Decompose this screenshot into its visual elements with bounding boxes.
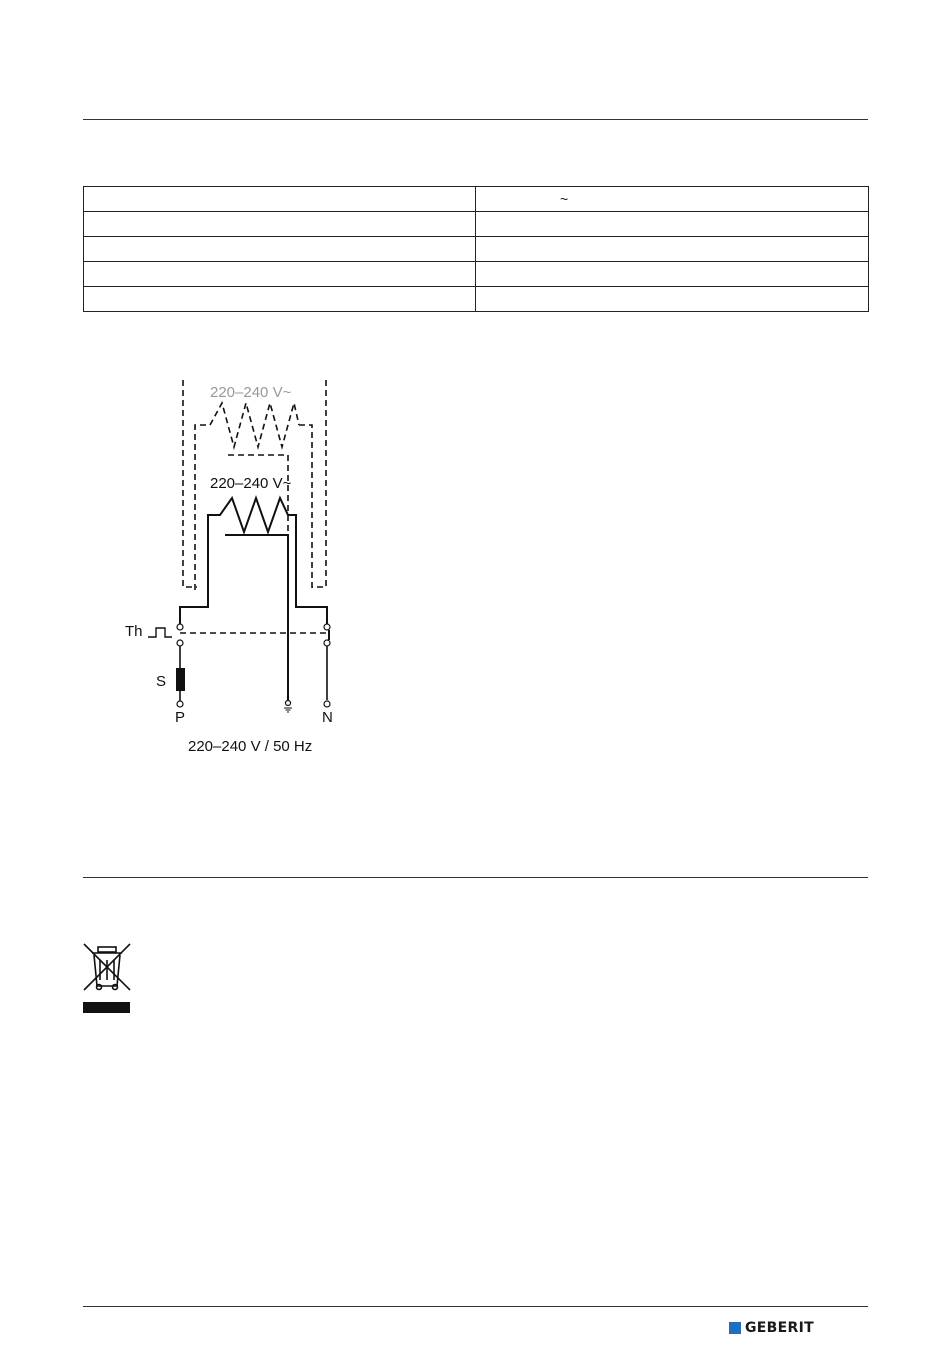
- table-cell: [84, 262, 476, 287]
- table-cell: [84, 187, 476, 212]
- table-cell: [84, 287, 476, 312]
- thermostat-symbol: [148, 628, 172, 637]
- table-row: [84, 237, 869, 262]
- label-n: N: [322, 709, 333, 726]
- upper-voltage-label: 220–240 V~: [210, 384, 292, 401]
- table-cell: [476, 212, 869, 237]
- table-cell: [476, 237, 869, 262]
- spec-table: [83, 186, 869, 312]
- geberit-logo: [729, 1320, 814, 1336]
- fuse-s: [176, 668, 185, 691]
- table-cell: [476, 187, 869, 212]
- ground-icon: [284, 708, 292, 712]
- wiring-diagram: [110, 370, 350, 770]
- table-row: [84, 212, 869, 237]
- table-row: [84, 262, 869, 287]
- lower-voltage-label: 220–240 V~: [210, 475, 292, 492]
- label-s: S: [156, 673, 167, 690]
- middle-divider: [83, 877, 868, 878]
- table-row: [84, 187, 869, 212]
- supply-label: 220–240 V / 50 Hz: [188, 738, 313, 755]
- table-row: [84, 287, 869, 312]
- lower-circuit: [180, 498, 327, 700]
- top-divider: [83, 119, 868, 120]
- table-cell: [84, 212, 476, 237]
- label-p: P: [175, 709, 186, 726]
- contacts: [177, 624, 330, 646]
- table-cell: [476, 262, 869, 287]
- table-cell: [84, 237, 476, 262]
- logo-square-icon: [729, 1322, 741, 1334]
- ac-tilde-symbol: ~: [560, 191, 569, 207]
- bottom-divider: [83, 1306, 868, 1307]
- logo-text: GEBERIT: [745, 1320, 814, 1336]
- table-cell: [476, 287, 869, 312]
- weee-bin-icon: [82, 942, 132, 1014]
- label-th: Th: [125, 623, 143, 640]
- upper-heating-element: [210, 403, 299, 447]
